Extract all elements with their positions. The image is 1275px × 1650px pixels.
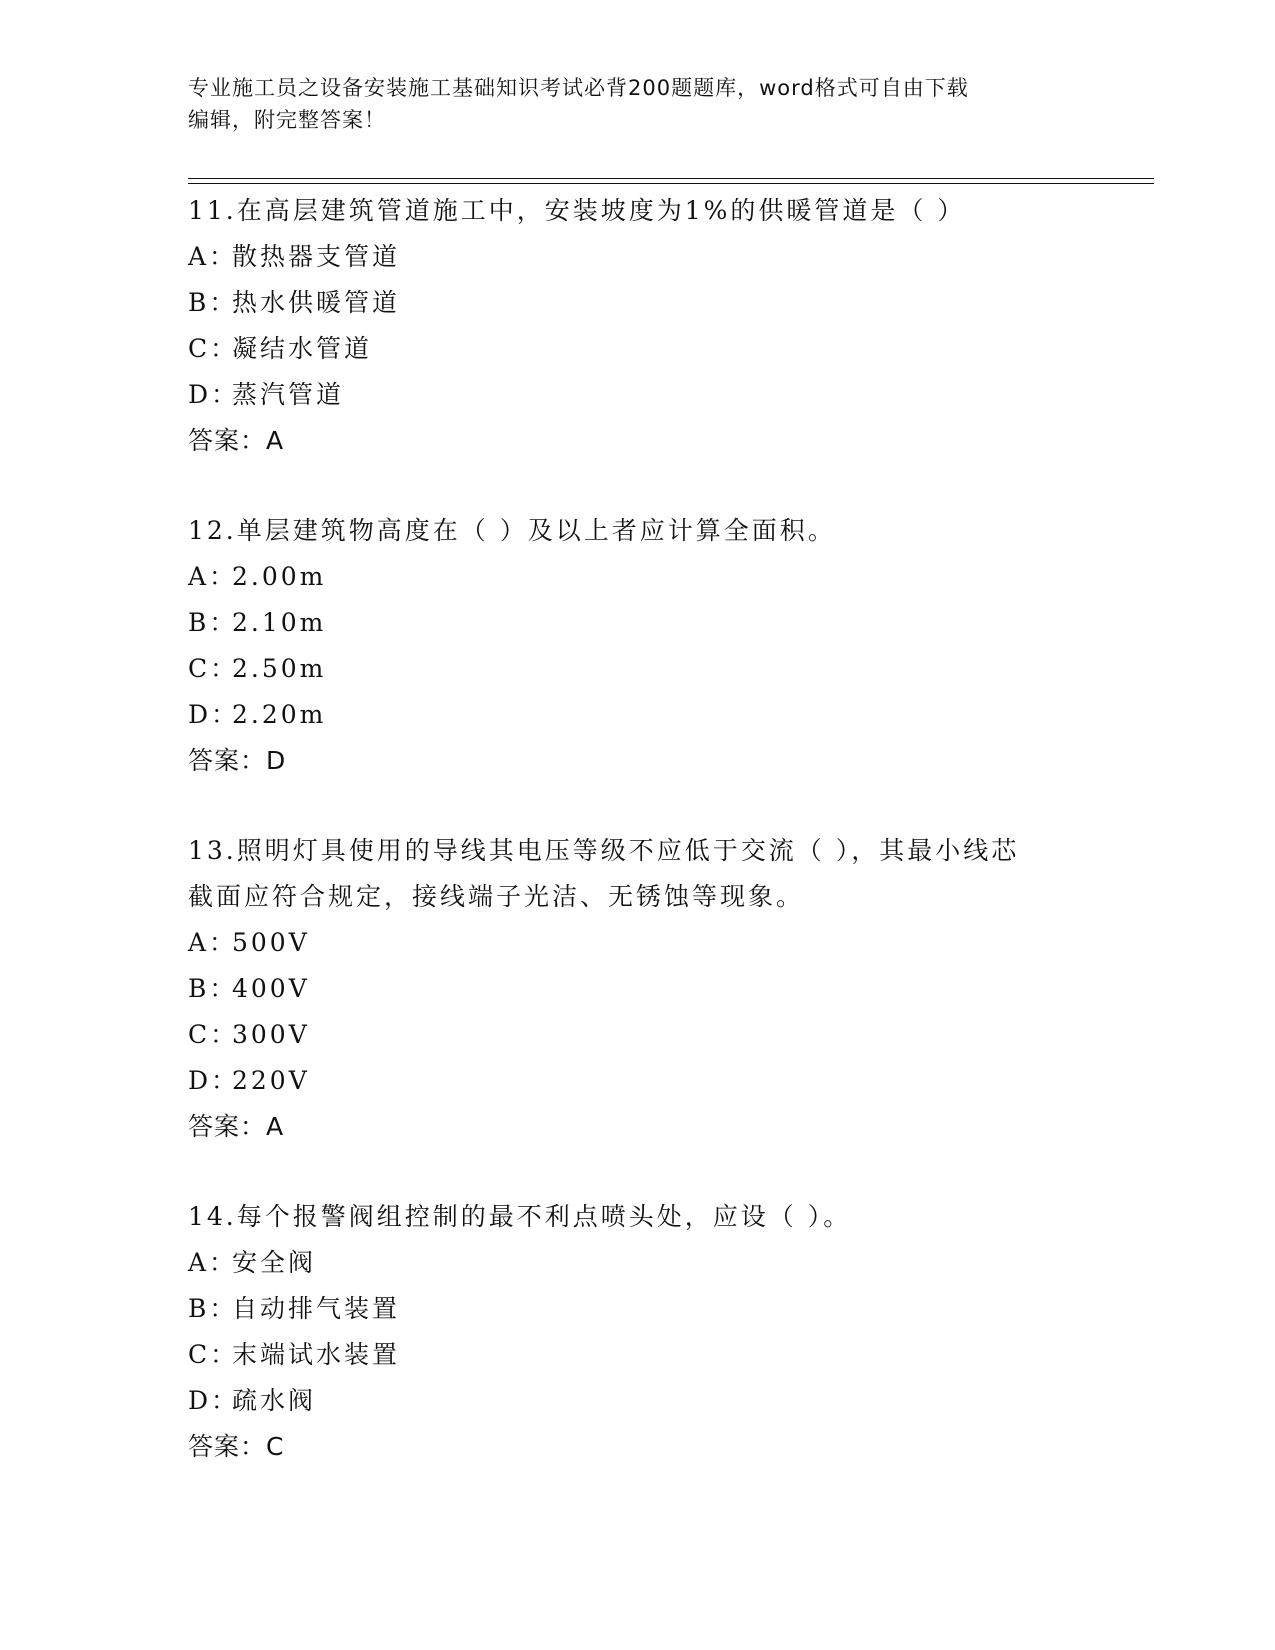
option-a	[188, 920, 1108, 966]
option-a	[188, 1240, 1108, 1286]
question-11	[188, 188, 1108, 464]
question-stem-line: 12.单层建筑物高度在（ ）及以上者应计算全面积。	[188, 516, 836, 545]
option-key: C：	[188, 1340, 239, 1369]
option-d	[188, 372, 1108, 418]
option-key: B：	[188, 1294, 238, 1323]
option-text: 凝结水管道	[232, 334, 373, 363]
option-c	[188, 1332, 1108, 1378]
option-d	[188, 1058, 1108, 1104]
question-stem-line: 14.每个报警阀组控制的最不利点喷头处，应设（ ）。	[188, 1202, 852, 1231]
option-key: C：	[188, 654, 239, 683]
option-key: C：	[188, 334, 239, 363]
question-stem-line: 截面应符合规定，接线端子光洁、无锈蚀等现象。	[188, 882, 805, 911]
question-stem-line: 11.在高层建筑管道施工中，安装坡度为1%的供暖管道是（ ）	[188, 196, 966, 225]
option-d	[188, 1378, 1108, 1424]
option-text: 安全阀	[232, 1248, 317, 1277]
answer: 答案：C	[188, 1432, 285, 1461]
option-b	[188, 280, 1108, 326]
option-key: A：	[188, 1248, 238, 1277]
option-text: 自动排气装置	[232, 1294, 401, 1323]
option-a	[188, 554, 1108, 600]
option-text: 末端试水装置	[232, 1340, 401, 1369]
option-text: 2.50m	[232, 654, 327, 683]
option-text: 疏水阀	[232, 1386, 317, 1415]
question-stem	[188, 508, 1108, 554]
option-key: D：	[188, 1066, 240, 1095]
answer: 答案：A	[188, 426, 285, 455]
option-text: 散热器支管道	[232, 242, 401, 271]
question-stem	[188, 188, 1108, 234]
option-text: 500V	[232, 928, 310, 957]
option-key: A：	[188, 928, 238, 957]
option-key: B：	[188, 974, 238, 1003]
option-b	[188, 966, 1108, 1012]
option-key: A：	[188, 562, 238, 591]
option-text: 2.10m	[232, 608, 327, 637]
question-stem	[188, 828, 1108, 920]
header-line-2: 编辑，附完整答案！	[188, 108, 386, 132]
option-b	[188, 1286, 1108, 1332]
option-key: D：	[188, 380, 240, 409]
document-header	[188, 72, 1088, 136]
option-text: 热水供暖管道	[232, 288, 401, 317]
header-line-1: 专业施工员之设备安装施工基础知识考试必背200题题库，word格式可自由下载	[188, 76, 969, 100]
header-divider-top	[188, 178, 1154, 179]
option-text: 300V	[232, 1020, 310, 1049]
answer: 答案：D	[188, 746, 287, 775]
answer: 答案：A	[188, 1112, 285, 1141]
question-14	[188, 1194, 1108, 1470]
option-text: 400V	[232, 974, 310, 1003]
option-c	[188, 1012, 1108, 1058]
question-stem	[188, 1194, 1108, 1240]
option-key: A：	[188, 242, 238, 271]
option-key: B：	[188, 288, 238, 317]
option-a	[188, 234, 1108, 280]
option-text: 220V	[232, 1066, 310, 1095]
option-d	[188, 692, 1108, 738]
option-key: D：	[188, 1386, 240, 1415]
option-key: B：	[188, 608, 238, 637]
option-c	[188, 326, 1108, 372]
option-c	[188, 646, 1108, 692]
option-key: C：	[188, 1020, 239, 1049]
option-text: 2.20m	[232, 700, 327, 729]
question-13	[188, 828, 1108, 1150]
question-12	[188, 508, 1108, 784]
option-b	[188, 600, 1108, 646]
option-text: 2.00m	[232, 562, 327, 591]
option-text: 蒸汽管道	[232, 380, 345, 409]
option-key: D：	[188, 700, 240, 729]
header-divider-bottom	[188, 183, 1154, 184]
question-stem-line: 13.照明灯具使用的导线其电压等级不应低于交流（ ），其最小线芯	[188, 836, 1020, 865]
